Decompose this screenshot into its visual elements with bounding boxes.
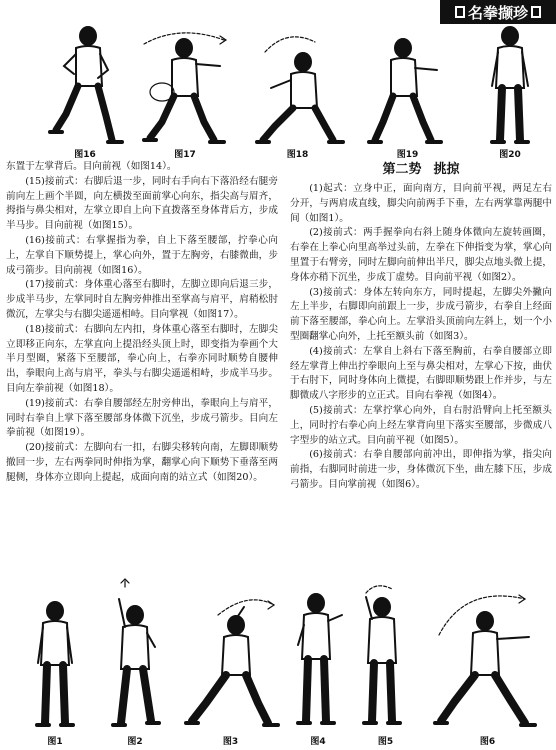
- figure-20-illustration: [470, 22, 550, 150]
- figure-19-caption: 图19: [396, 150, 419, 160]
- figure-5-illustration: [348, 575, 423, 735]
- figure-16-caption: 图16: [74, 150, 96, 160]
- paragraph-step-17: (17)接前式：身体重心落至右脚时，左脚立即向后退三步，步成半马步，左掌同时自左胸旁伸推出至掌高与肩平，肩稍松肘微沉，左掌尖与右脚尖遥遥相峙。目向掌视（如图17）。: [6, 279, 278, 320]
- paragraph-step-2: (2)接前式：两手握拳向右斜上随身体微向左旋转画圈，右拳在上拳心向里高举过头前，左拳在下伸指变为掌，掌心向里置于右臂旁，同时左脚向前伸出半尺，脚尖点地头微上提，身体亦稍下沉坐，步成丁虚势。目向前平视（如图2）。: [290, 227, 552, 283]
- figure-3: [178, 575, 283, 747]
- figure-1: [20, 575, 90, 747]
- masthead-box-right-icon: [531, 6, 541, 18]
- figure-6-illustration: [425, 575, 550, 735]
- paragraph-step-5: (5)接前式：左掌拧掌心向外，自右肘沿臂向上托至额头上，同时拧右拳心向上经左掌背向里下落实至腰部，步微成八字型步的站立式。目向前平视（如图5）。: [290, 404, 552, 446]
- section-name: 挑掠: [433, 162, 460, 177]
- figure-2: [95, 575, 175, 747]
- section-heading: [290, 160, 552, 180]
- figure-20: [470, 22, 550, 160]
- figure-18-illustration: [245, 22, 350, 150]
- figure-2-caption: 图2: [127, 737, 143, 747]
- figure-4-illustration: [288, 575, 348, 735]
- paragraph-step-20: (20)接前式：左脚向右一扣，右脚尖移转向南，左脚即顺势撤回一步，左右两拳同时伸指为掌，翻掌心向下顺势下垂落至两腿侧，身体亦立即向上提起，成面向南的站立式（如图20）。: [6, 442, 278, 483]
- figure-17: [130, 22, 240, 160]
- paragraph-step-18: (18)接前式：右脚向左内扣，身体重心落至右脚时，左脚尖立即移正向东，左掌直向上提沿经头顶上时，即变指为拳画个大半月型圈，紧落下至腰部，拳心向上，右拳亦同时顺势自腰伸出，拳眼向上高与肩平，拳头与右脚尖遥遥相峙，步成半马步。目向左拳前视（如图18）。: [6, 323, 278, 394]
- right-text-column: [290, 160, 552, 493]
- bottom-figure-row: [0, 575, 556, 750]
- section-number: 第二势: [382, 162, 422, 177]
- figure-1-caption: 图1: [47, 737, 63, 747]
- paragraph-step-1: (1)起式：立身中正，面向南方，目向前平视，两足左右分开，与两肩成直线，脚尖向前两手下垂，左右两掌靠两腿中间（如图1）。: [290, 183, 552, 224]
- masthead: [440, 0, 556, 24]
- figure-2-illustration: [95, 575, 175, 735]
- paragraph-step-19: (19)接前式：右拳自腰部经左肘旁伸出，拳眼向上与肩平，同时右拳自上掌下落至腰部身体微下沉坐，步成弓箭步。目向左拳前视（如图19）。: [6, 397, 278, 439]
- figure-6: [425, 575, 550, 747]
- paragraph-step-16: (16)接前式：右掌握指为拳，自上下落至腰部，拧拳心向上，左掌自下顺势提上，掌心向外，置于左胸旁，右膝微曲，步成弓箭步。目向前视（如图16）。: [6, 234, 278, 276]
- figure-3-caption: 图3: [222, 737, 239, 747]
- figure-19-illustration: [365, 22, 450, 150]
- figure-3-illustration: [178, 575, 283, 735]
- figure-18-caption: 图18: [286, 150, 309, 160]
- paragraph-step-15: (15)接前式：右脚后退一步，同时右手向右下落沿经右腿旁前向左上画个半圆，向左横拨至面前掌心向东，指尖高与眉齐，拇指与鼻尖相对，左掌立即自上向下直拨落至身体背后方，步成半马步。目向前视（如图15）。: [6, 175, 278, 232]
- figure-5-caption: 图5: [377, 737, 394, 747]
- masthead-box-left-icon: [455, 6, 465, 18]
- figure-4-caption: 图4: [310, 737, 326, 747]
- figure-16: [40, 22, 130, 160]
- paragraph-step-3: (3)接前式：身体左转向东方，同时提起，左脚尖外撇向左上半步，右脚即向前跟上一步，步成弓箭步，右拳自上经面前下落至腰部，拳心向上。左掌沿头顶前向左斜上，划一个小型圈翻掌心向外，上托至额头前（如图3）。: [290, 286, 552, 342]
- left-text-column: [6, 160, 278, 486]
- figure-19: [365, 22, 450, 160]
- paragraph-step-4: (4)接前式：左掌自上斜右下落至胸前，右拳自腰部立即经左掌背上伸出拧拳眼向上至与鼻尖相对，左掌心下按，曲伏于右肘下，同时身体向上微提，右脚即顺势跟上作并步，与左脚微成八字形步的立正式。目向右拳视（如图4）。: [290, 345, 552, 402]
- paragraph-step-6: (6)接前式：右拳自腰部向前冲出，即伸指为掌，指尖向前指，右脚同时前进一步，身体微沉下坐，曲左膝下压，步成弓箭步。目向掌前视（如图6）。: [290, 449, 552, 490]
- figure-18: [245, 22, 350, 160]
- masthead-title: 名拳撷珍: [467, 3, 528, 22]
- figure-6-caption: 图6: [479, 737, 496, 747]
- figure-1-illustration: [20, 575, 90, 735]
- top-figure-row: [0, 22, 556, 162]
- figure-4: [288, 575, 348, 747]
- figure-17-caption: 图17: [174, 150, 196, 160]
- figure-20-caption: 图20: [499, 150, 521, 160]
- figure-16-illustration: [40, 22, 130, 150]
- paragraph-continuation: 东置于左掌背后。目向前视（如图14）。: [6, 161, 177, 172]
- figure-17-illustration: [130, 22, 240, 150]
- figure-5: [348, 575, 423, 747]
